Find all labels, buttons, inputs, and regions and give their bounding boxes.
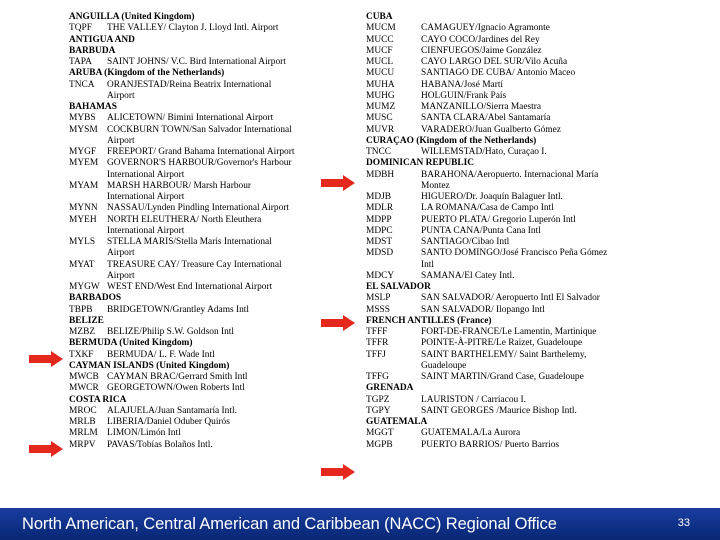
airport-row — [366, 23, 666, 34]
airport-row — [366, 192, 666, 203]
icao-code: MUCU — [366, 68, 395, 79]
country-header-text: GRENADA — [366, 383, 414, 394]
airport-row — [366, 181, 666, 192]
icao-code: TFFR — [366, 338, 389, 349]
airport-name: TREASURE CAY/ Treasure Cay International — [107, 259, 282, 270]
airport-row — [69, 327, 359, 338]
airport-name: FREEPORT/ Grand Bahama International Airport — [107, 147, 295, 157]
country-header — [366, 316, 666, 327]
left-column-airport-list — [69, 12, 359, 451]
footer-title: North American, Central American and Caribbean (NACC) Regional Office — [22, 515, 557, 533]
icao-code: MUHA — [366, 79, 395, 90]
airport-row — [366, 102, 666, 113]
airport-name: THE VALLEY/ Clayton J. Lloyd Intl. Airport — [107, 23, 279, 34]
airport-row — [366, 440, 666, 451]
airport-name: GOVERNOR'S HARBOUR/Governor's Harbour — [107, 158, 292, 169]
icao-code: MYEM — [69, 158, 99, 169]
icao-code: TAPA — [69, 57, 92, 67]
airport-name: SANTIAGO DE CUBA/ Antonio Maceo — [421, 68, 576, 79]
icao-code: MROC — [69, 405, 97, 416]
country-header-text: CURAÇAO (Kingdom of the Netherlands) — [366, 135, 537, 146]
airport-row — [366, 260, 666, 271]
airport-row — [69, 215, 359, 226]
icao-code: TQPF — [69, 23, 92, 34]
airport-name: International Airport — [107, 169, 185, 180]
country-header-text: ANGUILLA (United Kingdom) — [69, 12, 195, 22]
icao-code: MSLP — [366, 293, 391, 304]
airport-row — [69, 23, 359, 34]
airport-row — [69, 428, 359, 439]
airport-name: WEST END/West End International Airport — [107, 282, 273, 292]
airport-row — [69, 136, 359, 147]
country-header — [366, 417, 666, 428]
airport-row — [69, 350, 359, 361]
airport-name: PUERTO BARRIOS/ Puerto Barrios — [421, 439, 560, 450]
airport-row — [69, 383, 359, 394]
airport-name: SAN SALVADOR/ Ilopango Intl — [421, 304, 545, 315]
airport-row — [69, 57, 359, 68]
icao-code: MWCB — [69, 372, 99, 382]
airport-name: NASSAU/Lynden Pindling International Airport — [107, 203, 290, 214]
country-header-text: BERMUDA (United Kingdom) — [69, 338, 193, 349]
airport-row — [69, 113, 359, 124]
icao-code: TXKF — [69, 349, 94, 360]
airport-name: SAINT JOHNS/ V.C. Bird International Airport — [107, 57, 286, 67]
airport-name: FORT-DE-FRANCE/Le Lamentin, Martinique — [421, 327, 597, 337]
airport-name: CAYO COCO/Jardines del Rey — [421, 34, 540, 45]
airport-name: Airport — [107, 270, 135, 281]
airport-row — [69, 125, 359, 136]
airport-row — [69, 192, 359, 203]
country-header-text: ANTIGUA AND — [69, 34, 135, 45]
airport-row — [366, 125, 666, 136]
icao-code: MYNN — [69, 203, 98, 214]
airport-row — [366, 46, 666, 57]
airport-name: BARAHONA/Aeropuerto. Internacional María — [421, 169, 599, 180]
icao-code: MYGW — [69, 282, 100, 292]
airport-row — [366, 170, 666, 181]
airport-name: HABANA/José Martí — [421, 79, 504, 90]
country-header — [69, 68, 359, 79]
airport-row — [69, 282, 359, 293]
airport-row — [366, 248, 666, 259]
country-header-text: BARBUDA — [69, 45, 116, 56]
country-header — [69, 46, 359, 57]
country-header-text: GUATEMALA — [366, 417, 428, 427]
airport-row — [366, 350, 666, 361]
icao-code: MWCR — [69, 383, 99, 394]
airport-name: CIENFUEGOS/Jaime González — [421, 45, 542, 56]
airport-row — [69, 305, 359, 316]
airport-name: International Airport — [107, 192, 185, 202]
icao-code: TGPZ — [366, 394, 390, 405]
airport-name: BELIZE/Philip S.W. Goldson Intl — [107, 327, 235, 337]
airport-name: BERMUDA/ L. F. Wade Intl — [107, 349, 215, 360]
airport-name: LAURISTON / Carriacou I. — [421, 394, 527, 405]
country-header — [69, 102, 359, 113]
airport-row — [69, 80, 359, 91]
airport-row — [69, 147, 359, 158]
icao-code: TFFJ — [366, 349, 386, 360]
country-header-text: BAHAMAS — [69, 102, 117, 112]
country-header — [366, 12, 666, 23]
footer-bar — [0, 508, 720, 540]
airport-name: SANTO DOMINGO/José Francisco Peña Gómez — [421, 248, 608, 259]
icao-code: MRLB — [69, 417, 96, 427]
airport-name: STELLA MARIS/Stella Maris International — [107, 237, 272, 247]
airport-name: SAN SALVADOR/ Aeropuerto Intl El Salvador — [421, 293, 600, 304]
icao-code: MZBZ — [69, 327, 96, 337]
airport-row — [69, 181, 359, 192]
airport-name: CAYO LARGO DEL SUR/Vilo Acuña — [421, 57, 568, 67]
airport-row — [366, 147, 666, 158]
airport-row — [69, 170, 359, 181]
airport-name: LIBERIA/Daniel Oduber Quirós — [107, 417, 230, 427]
airport-row — [366, 271, 666, 282]
airport-row — [69, 91, 359, 102]
airport-name: SANTIAGO/Cibao Intl — [421, 237, 510, 247]
airport-row — [366, 57, 666, 68]
airport-name: SAINT GEORGES /Maurice Bishop Intl. — [421, 405, 577, 416]
icao-code: MDSD — [366, 248, 394, 259]
country-header — [366, 282, 666, 293]
airport-row — [366, 113, 666, 124]
airport-name: ALICETOWN/ Bimini International Airport — [107, 113, 274, 124]
airport-row — [69, 237, 359, 248]
airport-name: ALAJUELA/Juan Santamaría Intl. — [107, 405, 237, 416]
icao-code: MUMZ — [366, 102, 396, 112]
airport-name: VARADERO/Juan Gualberto Gómez — [421, 124, 561, 135]
airport-row — [366, 80, 666, 91]
page-number: 33 — [677, 517, 690, 529]
country-header — [366, 158, 666, 169]
airport-row — [69, 417, 359, 428]
country-header — [69, 395, 359, 406]
country-header — [366, 383, 666, 394]
airport-name: SANTA CLARA/Abel Santamaría — [421, 113, 551, 124]
airport-row — [366, 237, 666, 248]
icao-code: MYAT — [69, 259, 95, 270]
airport-row — [69, 271, 359, 282]
airport-row — [366, 35, 666, 46]
airport-row — [366, 406, 666, 417]
airport-name: PUNTA CANA/Punta Cana Intl — [421, 225, 541, 236]
icao-code: MUVR — [366, 124, 395, 135]
icao-code: TNCA — [69, 79, 95, 90]
icao-code: TFFF — [366, 327, 388, 337]
country-header-text: ARUBA (Kingdom of the Netherlands) — [69, 68, 225, 79]
icao-code: MDPP — [366, 214, 392, 225]
country-header-text: CAYMAN ISLANDS (United Kingdom) — [69, 360, 230, 371]
icao-code: MYAM — [69, 180, 99, 191]
airport-name: GUATEMALA/La Aurora — [421, 428, 521, 439]
red-arrow-dominican-republic-icon — [321, 175, 355, 191]
red-arrow-guatemala-icon — [321, 464, 355, 480]
airport-name: CAYMAN BRAC/Gerrard Smith Intl — [107, 372, 248, 382]
airport-row — [366, 305, 666, 316]
airport-name: Airport — [107, 90, 135, 101]
icao-code: TBPB — [69, 304, 93, 315]
airport-name: Intl — [421, 259, 435, 270]
right-column-airport-list — [366, 12, 666, 451]
airport-name: SAMANA/El Catey Intl. — [421, 270, 515, 281]
airport-row — [366, 226, 666, 237]
icao-code: MSSS — [366, 304, 390, 315]
airport-name: LIMON/Limón Intl — [107, 428, 181, 439]
icao-code: MUCC — [366, 34, 394, 45]
airport-name: WILLEMSTAD/Hato, Curaçao I. — [421, 147, 547, 157]
airport-name: SAINT BARTHELEMY/ Saint Barthelemy, — [421, 349, 587, 360]
airport-row — [366, 361, 666, 372]
airport-name: GEORGETOWN/Owen Roberts Intl — [107, 383, 245, 394]
country-header — [69, 293, 359, 304]
country-header — [69, 361, 359, 372]
airport-name: Montez — [421, 180, 450, 191]
icao-code: MDJB — [366, 192, 392, 202]
airport-name: PUERTO PLATA/ Gregorio Luperón Intl — [421, 214, 576, 225]
icao-code: MYSM — [69, 124, 98, 135]
icao-code: MDLR — [366, 203, 394, 214]
airport-row — [366, 215, 666, 226]
airport-name: HOLGUIN/Frank País — [421, 90, 507, 101]
icao-code: MYEH — [69, 214, 97, 225]
airport-name: COCKBURN TOWN/San Salvador International — [107, 124, 292, 135]
icao-code: MDCY — [366, 270, 395, 281]
country-header-text: COSTA RICA — [69, 394, 127, 405]
icao-code: MUCM — [366, 23, 396, 34]
airport-row — [366, 372, 666, 383]
country-header-text: BARBADOS — [69, 293, 122, 304]
airport-row — [366, 68, 666, 79]
icao-code: MUCF — [366, 45, 393, 56]
airport-row — [366, 293, 666, 304]
icao-code: TGPY — [366, 405, 391, 416]
icao-code: MGPB — [366, 439, 393, 450]
icao-code: MDPC — [366, 225, 393, 236]
airport-name: MANZANILLO/Sierra Maestra — [421, 102, 542, 112]
country-header-text: FRENCH ANTILLES (France) — [366, 315, 492, 326]
airport-row — [69, 248, 359, 259]
airport-row — [366, 428, 666, 439]
airport-name: MARSH HARBOUR/ Marsh Harbour — [107, 180, 252, 191]
airport-row — [366, 327, 666, 338]
airport-row — [69, 372, 359, 383]
airport-row — [366, 91, 666, 102]
airport-row — [69, 406, 359, 417]
icao-code: MUHG — [366, 90, 395, 101]
country-header — [69, 35, 359, 46]
airport-row — [69, 440, 359, 451]
icao-code: MYBS — [69, 113, 96, 124]
airport-row — [366, 338, 666, 349]
icao-code: MDBH — [366, 169, 395, 180]
airport-name: CAMAGUEY/Ignacio Agramonte — [421, 23, 550, 34]
airport-row — [69, 226, 359, 237]
red-arrow-el-salvador-icon — [321, 315, 355, 331]
airport-name: HIGUERO/Dr. Joaquín Balaguer Intl. — [421, 192, 563, 202]
icao-code: MGGT — [366, 428, 394, 439]
airport-name: SAINT MARTIN/Grand Case, Guadeloupe — [421, 372, 584, 382]
country-header — [366, 136, 666, 147]
icao-code: MRPV — [69, 439, 96, 450]
country-header — [69, 338, 359, 349]
icao-code: MUSC — [366, 113, 393, 124]
airport-row — [69, 203, 359, 214]
country-header — [69, 316, 359, 327]
airport-name: NORTH ELEUTHERA/ North Eleuthera — [107, 214, 262, 225]
icao-code: MRLM — [69, 428, 98, 439]
airport-name: PAVAS/Tobías Bolaños Intl. — [107, 439, 213, 450]
icao-code: TFFG — [366, 372, 389, 382]
airport-name: BRIDGETOWN/Grantley Adams Intl — [107, 304, 249, 315]
icao-code: TNCC — [366, 147, 392, 157]
country-header — [69, 12, 359, 23]
icao-code: MDST — [366, 237, 393, 247]
airport-row — [69, 260, 359, 271]
airport-name: Guadeloupe — [421, 360, 467, 371]
icao-code: MYGF — [69, 147, 97, 157]
airport-row — [69, 158, 359, 169]
icao-code: MUCL — [366, 57, 394, 67]
country-header-text: EL SALVADOR — [366, 282, 431, 292]
country-header-text: CUBA — [366, 12, 393, 22]
red-arrow-belize-icon — [29, 351, 63, 367]
country-header-text: BELIZE — [69, 315, 104, 326]
airport-name: POINTE-À-PITRE/Le Raizet, Guadeloupe — [421, 338, 583, 349]
airport-name: International Airport — [107, 225, 185, 236]
airport-name: ORANJESTAD/Reina Beatrix International — [107, 79, 272, 90]
airport-row — [366, 203, 666, 214]
icao-code: MYLS — [69, 237, 96, 247]
airport-row — [366, 395, 666, 406]
country-header-text: DOMINICAN REPUBLIC — [366, 158, 475, 169]
red-arrow-costa-rica-icon — [29, 441, 63, 457]
airport-name: Airport — [107, 248, 135, 259]
airport-name: LA ROMANA/Casa de Campo Intl — [421, 203, 554, 214]
airport-name: Airport — [107, 135, 135, 146]
